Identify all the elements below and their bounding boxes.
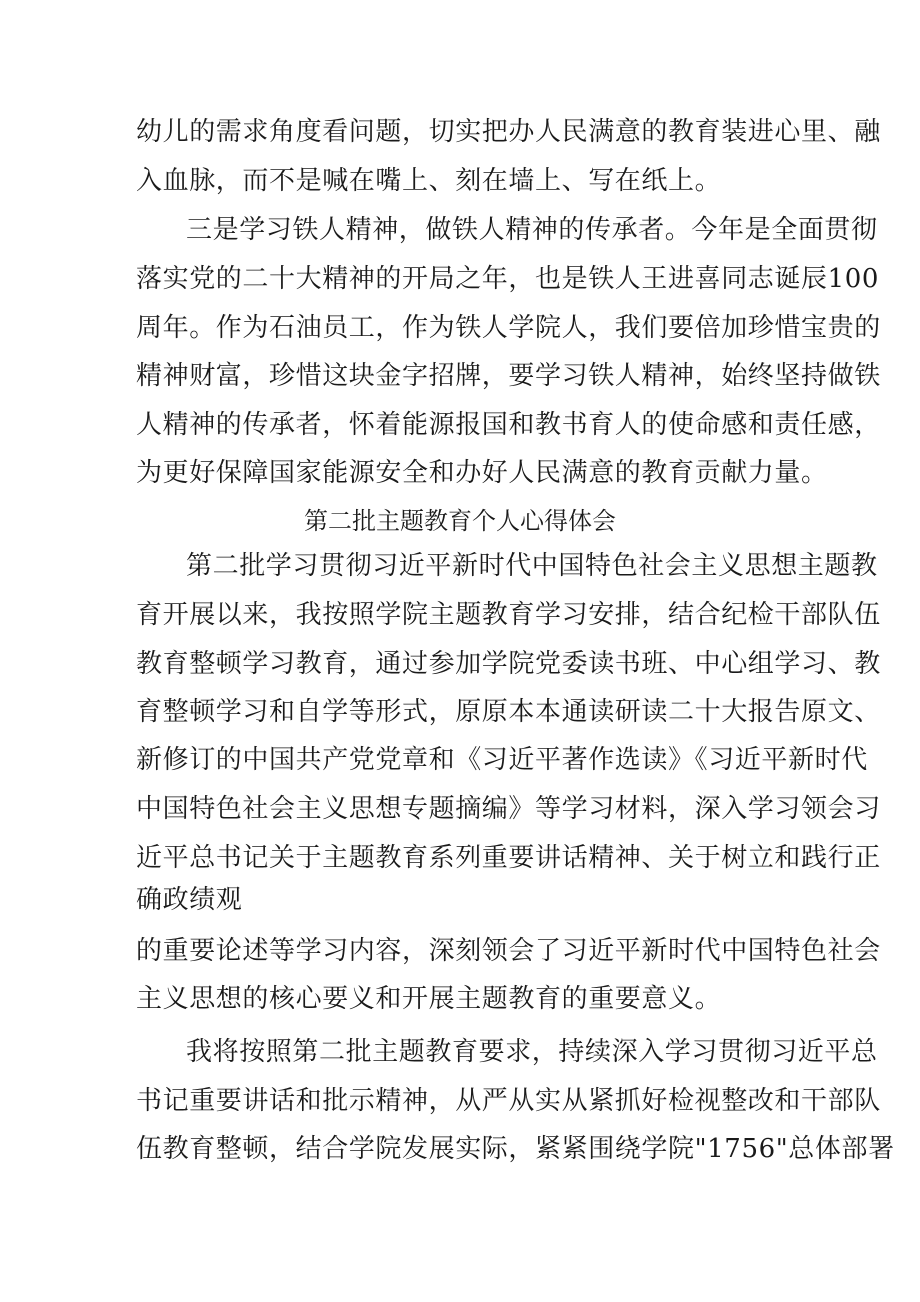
- text-line: 人精神的传承者，怀着能源报国和教书育人的使命感和责任感，: [136, 410, 881, 440]
- text-line: 育开展以来，我按照学院主题教育学习安排，结合纪检干部队伍: [136, 600, 881, 630]
- text-line: 入血脉，而不是喊在嘴上、刻在墙上、写在纸上。: [136, 166, 722, 196]
- text-line: 三是学习铁人精神，做铁人精神的传承者。今年是全面贯彻: [186, 215, 878, 245]
- text-line: 中国特色社会主义思想专题摘编》等学习材料，深入学习领会习: [136, 794, 881, 824]
- text-line: 为更好保障国家能源安全和办好人民满意的教育贡献力量。: [136, 458, 828, 488]
- text-line: 伍教育整顿，结合学院发展实际，紧紧围绕学院"1756"总体部署: [136, 1134, 895, 1164]
- text-line: 育整顿学习和自学等形式，原原本本通读研读二十大报告原文、: [136, 697, 881, 727]
- text-line: 教育整顿学习教育，通过参加学院党委读书班、中心组学习、教: [136, 649, 881, 679]
- text-line: 书记重要讲话和批示精神，从严从实从紧抓好检视整改和干部队: [136, 1086, 881, 1116]
- section-title: 第二批主题教育个人心得体会: [304, 507, 616, 535]
- text-line: 落实党的二十大精神的开局之年，也是铁人王进喜同志诞辰100: [136, 264, 880, 294]
- text-line: 第二批学习贯彻习近平新时代中国特色社会主义思想主题教: [186, 551, 878, 581]
- text-line: 精神财富，珍惜这块金字招牌，要学习铁人精神，始终坚持做铁: [136, 361, 881, 391]
- text-line: 确政绩观: [136, 885, 243, 915]
- text-line: 近平总书记关于主题教育系列重要讲话精神、关于树立和践行正: [136, 843, 881, 873]
- text-line: 主义思想的核心要义和开展主题教育的重要意义。: [136, 984, 722, 1014]
- text-line: 周年。作为石油员工，作为铁人学院人，我们要倍加珍惜宝贵的: [136, 313, 881, 343]
- text-line: 幼儿的需求角度看问题，切实把办人民满意的教育装进心里、融: [136, 117, 881, 147]
- text-line: 的重要论述等学习内容，深刻领会了习近平新时代中国特色社会: [136, 936, 881, 966]
- text-line: 新修订的中国共产党党章和《习近平著作选读》《习近平新时代: [136, 745, 868, 775]
- text-line: 我将按照第二批主题教育要求，持续深入学习贯彻习近平总: [186, 1037, 878, 1067]
